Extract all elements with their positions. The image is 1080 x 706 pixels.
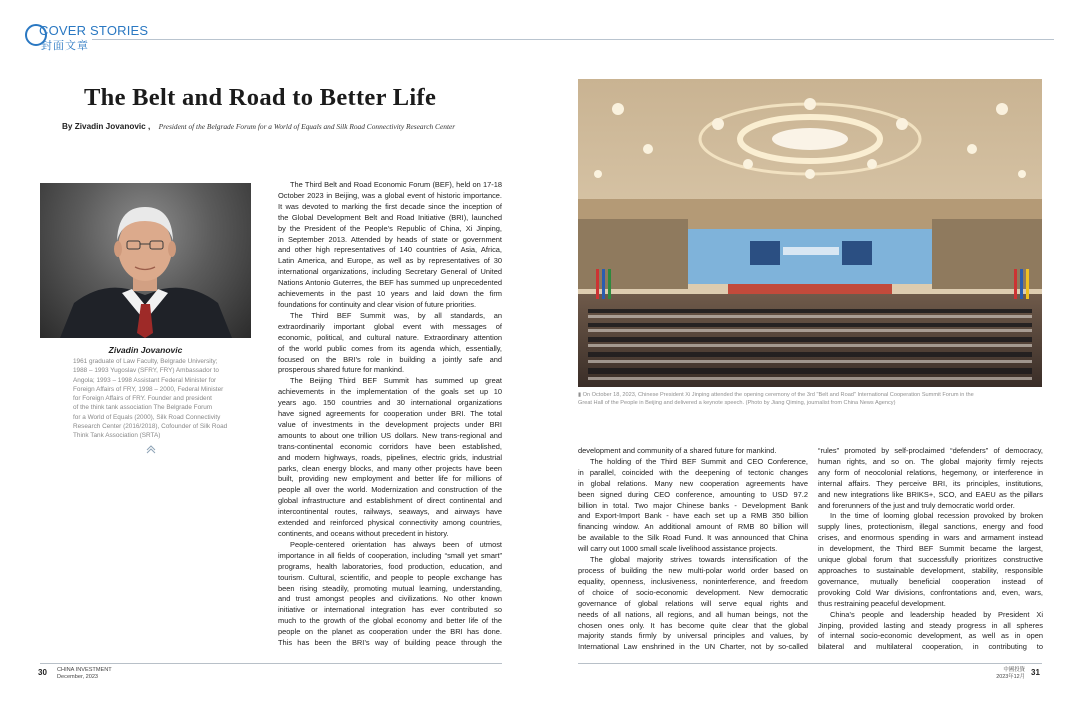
- text-line: and new integrations like BRIKS+, SCO, and EAEU as the pillars: [818, 489, 1043, 499]
- text-line: Latin America, and Europe, as well as by representatives of 30: [278, 256, 502, 266]
- bio-line: Angola; 1993 – 1998 Assistant Federal Minister for: [73, 376, 217, 384]
- footer-divider-left: [40, 663, 502, 664]
- text-line: of choice of socio-economic development. New democratic: [578, 587, 808, 597]
- text-line: and Export-Import Bank - have each set up a RMB 350 billion: [578, 511, 808, 521]
- text-line: thus restraining peaceful development.: [818, 598, 946, 608]
- text-line: initiative or international integration has ever contributed so: [278, 605, 502, 615]
- page-number-right: 31: [1031, 668, 1040, 677]
- text-line: economic, political, and cultural nature. Extraordinary attention: [278, 332, 502, 342]
- text-line: bilateral and multilateral cooperation, in contributing to: [818, 642, 1043, 652]
- portrait-bio: [73, 357, 251, 441]
- caption-line: Great Hall of the People in Beijing and delivered a keynote speech. (Photo by Jiang Qiming, journalist from China News Agency): [578, 400, 896, 407]
- section-logo: [25, 22, 149, 52]
- text-line: value of investments in the development projects under BRI: [278, 419, 502, 429]
- text-line: unique global forum that successfully prioritizes constructive: [818, 555, 1043, 565]
- footer-divider-right: [578, 663, 1042, 664]
- text-line: governance, mutually beneficial cooperation instead of: [818, 576, 1043, 586]
- section-label-cn: 封面文章: [41, 39, 89, 52]
- author-portrait: [40, 183, 251, 338]
- bio-line: for a World of Equals (2000), Silk Road Connectivity: [73, 413, 221, 421]
- text-line: amounts to about one trillion US dollars. New trans-regional and: [278, 430, 502, 440]
- publication-info-right: [995, 667, 1025, 680]
- text-line: focused on the BRI’s role in building a jointly safe and: [278, 354, 502, 364]
- section-label-en: COVER STORIES: [39, 23, 149, 38]
- text-line: in global relations. Many new cooperation agreements have: [578, 478, 808, 488]
- publication-date: December, 2023: [57, 673, 99, 680]
- text-line: achievements in the past 10 years and laid down the firm: [278, 289, 502, 299]
- text-line: programs, health laboratories, food production, education, and: [278, 561, 502, 571]
- text-line: of the world public comes from its agenda which, essentially,: [278, 343, 502, 353]
- text-line: billion in total. Two major Chinese banks - Development Bank: [578, 500, 808, 510]
- text-line: tourism. Cultural, scientific, and people to people exchange has: [278, 572, 502, 582]
- bio-line: Think Tank Association (SRTA): [73, 432, 161, 440]
- text-line: equality, openness, inclusiveness, noninterference, and freedom: [578, 576, 808, 586]
- text-line: provoking Cold War divisions, confrontations and, even, wars,: [818, 587, 1043, 597]
- text-line: have signed agreements for cooperation under BRI. The total: [278, 409, 502, 419]
- byline-role: President of the Belgrade Forum for a World of Equals and Silk Road Connectivity Research Center: [158, 122, 456, 131]
- text-line: and modern highways, roads, pipelines, electric grids, industrial: [278, 452, 502, 462]
- text-line: development and community of a shared future for mankind.: [578, 446, 777, 455]
- text-line: The Third BEF Summit was, by all standards, an: [290, 310, 502, 320]
- text-line: financing window. An additional amount of RMB 80 billion will: [578, 522, 808, 532]
- text-line: by the President of the People’s Republic of China, Xi Jinping,: [278, 223, 502, 233]
- text-line: process of building the new multi-polar world order based on: [578, 565, 808, 575]
- text-line: of internal socio-economic development, as well as in open: [818, 631, 1043, 641]
- text-line: in parallel, coincided with the deepening of tectonic changes: [578, 467, 808, 477]
- text-line: global infrastructure and establishment of direct continental and: [278, 496, 502, 506]
- article-column-1: [278, 180, 502, 649]
- text-line: governance of global relations will serve equal rights and: [578, 598, 808, 608]
- text-line: parks, clean energy blocks, and many other projects have been: [278, 463, 502, 473]
- article-column-3: [818, 446, 1043, 653]
- text-line: will carry out 1000 small scale livelihood assistance projects.: [578, 544, 778, 554]
- text-line: needs of all nations, all regions, and all human beings, not the: [578, 609, 808, 619]
- publication-name-cn: 中國投資: [1003, 667, 1025, 673]
- bio-line: for Foreign Affairs of FRY. Founder and president: [73, 395, 212, 403]
- article-title: The Belt and Road to Better Life: [84, 84, 437, 111]
- photo-caption: [578, 391, 1042, 407]
- text-line: intercontinental routes, railways, seaways, and airways have: [278, 507, 502, 517]
- text-line: crises, and enormous spending in wars and armament instead: [818, 533, 1043, 543]
- text-line: extended and reinforced physical connectivity among countries,: [278, 518, 502, 528]
- text-line: The global majority strives towards intensification of the: [590, 555, 808, 565]
- header-divider: [92, 39, 1054, 40]
- text-line: International Law enshrined in the UN Charter, not by so-called: [578, 642, 808, 652]
- portrait-name: Zivadin Jovanovic: [108, 345, 183, 355]
- bio-line: Research Center (2016/2018), Cofounder of Silk Road: [73, 423, 228, 431]
- text-line: human rights, and so on. The global majority firmly rejects: [818, 456, 1043, 466]
- text-line: prosperous shared future for mankind.: [278, 365, 405, 375]
- text-line: been rising steadily, promoting mutual learning, understanding,: [278, 583, 502, 593]
- text-line: foundations for continuity and clear vision of future priorities.: [278, 299, 477, 309]
- publication-info-left: [57, 667, 112, 680]
- page-number-left: 30: [38, 668, 47, 677]
- text-line: This has been the BRI’s way of building peace through the: [278, 638, 502, 648]
- text-line: internal affairs. They perceive BRI, its principles, institutions,: [818, 478, 1043, 488]
- publication-date-cn: 2023年12月: [996, 673, 1025, 680]
- text-line: It was devoted to marking the first decade since the inception of: [278, 201, 502, 211]
- text-line: been signed during CEO conference, amounting to USD 97.2: [578, 489, 808, 499]
- caption-line: ▮ On October 18, 2023, Chinese President Xi Jinping attended the opening ceremony of the 3rd "Belt and Road" International Cooperation Summit Forum in the: [578, 392, 974, 398]
- text-line: and forerunners of the just and truly democratic world order.: [818, 500, 1015, 510]
- bio-line: Foreign Affairs of FRY, 1998 – 2000, Federal Minister: [73, 385, 224, 393]
- text-line: People-centered orientation has always been of utmost: [290, 539, 502, 549]
- byline: [62, 122, 455, 131]
- byline-author: By Zivadin Jovanovic ,: [62, 122, 151, 131]
- text-line: in September 2013. Attended by heads of state or government: [278, 234, 502, 244]
- text-line: The Third Belt and Road Economic Forum (BEF), held on 17-18: [290, 180, 502, 189]
- text-line: achievements in the implementation of the goals set up 10: [278, 387, 502, 397]
- text-line: people on the planet as cooperation under the BRI has done.: [278, 627, 502, 637]
- chevron-up-icon: [146, 444, 156, 454]
- bio-line: 1988 – 1993 Yugoslav (SFRY, FRY) Ambassador to: [73, 367, 219, 375]
- text-line: In the time of looming global recession provoked by broken: [830, 511, 1043, 521]
- text-line: The Beijing Third BEF Summit has summed up great: [290, 376, 502, 386]
- text-line: Jinping, provided lasting and steady progress in all spheres: [818, 620, 1043, 630]
- text-line: years ago. 150 countries and 30 international organizations: [278, 398, 502, 408]
- text-line: built, providing new employment and better life for millions of: [278, 474, 502, 484]
- text-line: approaches to sustainable development, stability, responsible: [818, 565, 1043, 575]
- text-line: The holding of the Third BEF Summit and CEO Conference,: [590, 456, 808, 466]
- text-line: extraordinarily important global event with messages of: [278, 321, 502, 331]
- text-line: continents, and oceans without precedent in history.: [278, 529, 449, 538]
- bio-line: 1961 graduate of Law Faculty, Belgrade University;: [73, 358, 218, 365]
- great-hall-image: [578, 79, 1042, 387]
- text-line: in development, the Third BEF Summit became the largest,: [818, 544, 1043, 554]
- text-line: and other high representatives of 140 countries of Asia, Africa,: [278, 245, 502, 255]
- text-line: chosen ones only. It has become quite clear that the global: [578, 620, 808, 630]
- text-line: international organizations, including Secretary General of United: [278, 267, 502, 277]
- text-line: China’s people and leadership headed by President Xi: [830, 609, 1043, 619]
- portrait-image: [40, 183, 251, 338]
- publication-name: CHINA INVESTMENT: [57, 667, 112, 673]
- text-line: majority stands firmly by universal principles and values, by: [578, 631, 808, 641]
- text-line: Nations Antonio Guterres, the BEF has summed up unprecedented: [278, 278, 502, 288]
- text-line: much to the growth of the global economy and better life of the: [278, 616, 502, 626]
- text-line: importance in all fields of cooperation, including “small yet smart”: [278, 550, 502, 560]
- article-column-2: [578, 446, 808, 653]
- text-line: October 2023 in Beijing, was a global event of historic importance.: [278, 190, 502, 200]
- text-line: trans-continental economic corridors have been established,: [278, 441, 502, 451]
- text-line: the Global Development Belt and Road Initiative (BRI), launched: [278, 212, 502, 222]
- forum-photo: [578, 79, 1042, 387]
- text-line: people all over the world. Modernization and construction of the: [278, 485, 502, 495]
- bio-line: of the think tank association The Belgrade Forum: [73, 404, 213, 412]
- text-line: “rules” promoted by self-proclaimed “defenders” of democracy,: [818, 446, 1043, 455]
- text-line: and trust amongst peoples and civilizations. No other known: [278, 594, 502, 604]
- text-line: be available to the Silk Road Fund. It was announced that China: [578, 533, 808, 543]
- text-line: any form of neocolonial relations, hegemony, or interference in: [818, 467, 1043, 477]
- text-line: supply lines, protectionism, illegal sanctions, energy and food: [818, 522, 1043, 532]
